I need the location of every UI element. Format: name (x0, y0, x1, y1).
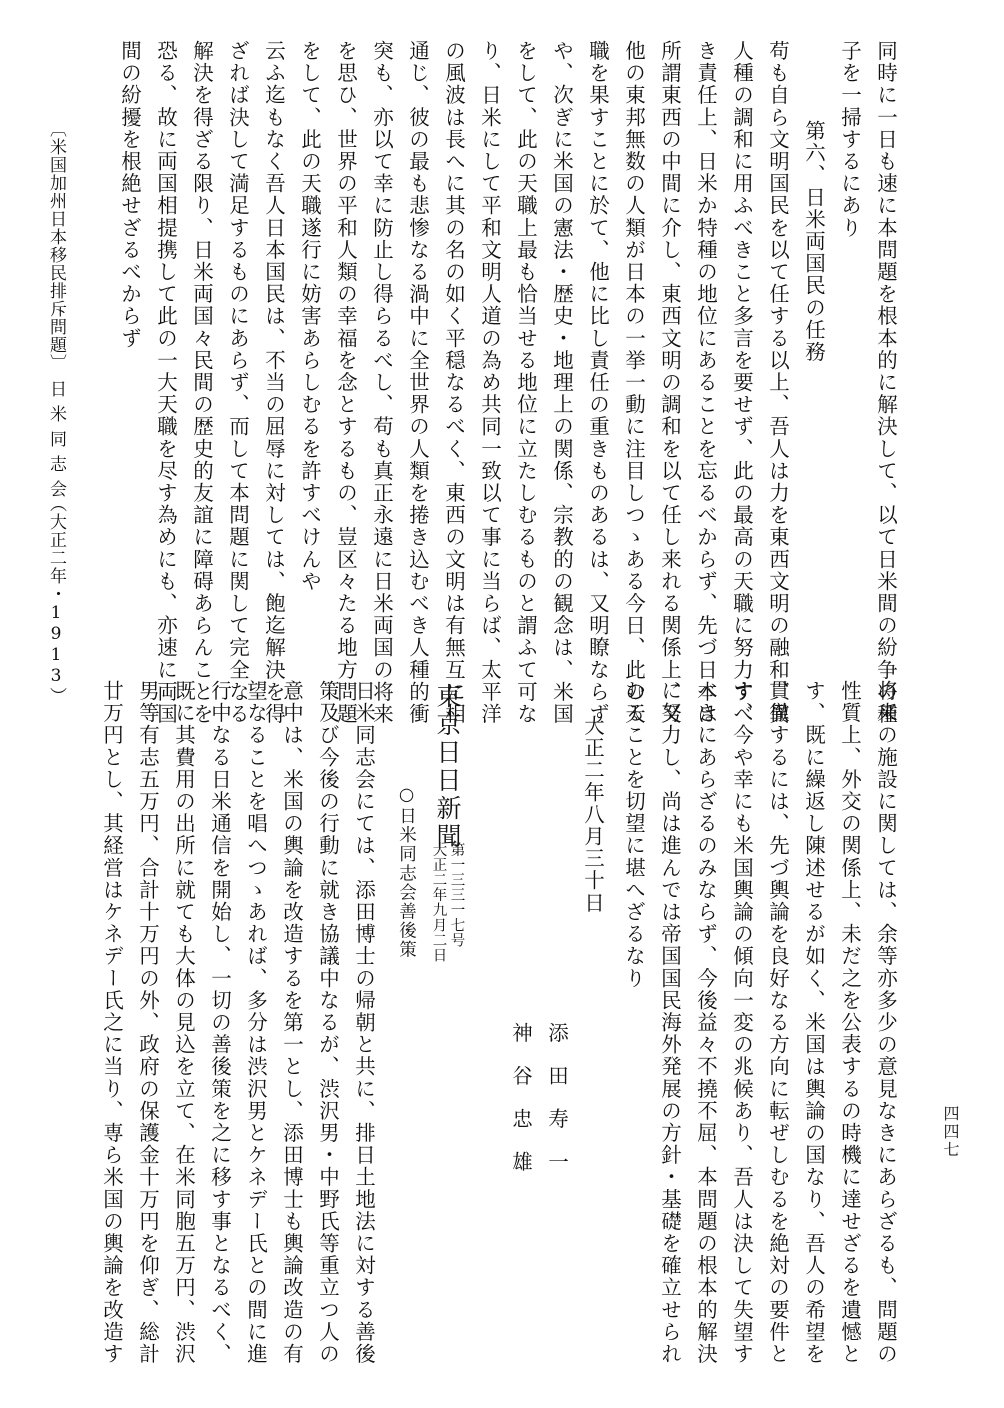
lower-right-col-1: 将来の施設に関しては、余等亦多少の意見なきにあらざるも、問題の (873, 680, 898, 1366)
upper-col-17: をして、此の天職遂行に妨害あらしむるを許すべけんや (297, 40, 322, 593)
page-number: 四四七 (941, 1105, 960, 1159)
lower-right-col-8: むることを切望に堪へざるなり (621, 680, 646, 990)
lower-left-col-3: 意中は、米国の輿論を改造するを第一とし、添田博士も輿論改造の有 (279, 680, 304, 1366)
lower-right-col-2: 性質上、外交の関係上、未だ之を公表するの時機に達せざるを遺憾と (837, 680, 862, 1366)
margin-year: （大正二年・1913） (46, 495, 66, 705)
newspaper-title: 東京日日新聞 (433, 683, 462, 851)
upper-col-13: の風波は長へに其の名の如く平穏なるべく、東西の文明は有無互に相 (441, 40, 466, 726)
upper-col-9: 職を果すことに於て、他に比し責任の重きものあるは、又明瞭ならず (585, 40, 610, 726)
margin-publisher: 日米同志会 (46, 380, 66, 505)
lower-right-col-7: に努力し、尚は進んでは帝国国民海外発展の方針・基礎を確立せられ (657, 680, 682, 1366)
lower-right-col-4: 貫徹するには、先づ輿論を良好なる方向に転ぜしむるを絶対の要件と (765, 680, 790, 1366)
lower-right-col-5: す、今や幸にも米国輿論の傾向一変の兆候あり、吾人は決して失望す (729, 680, 754, 1366)
lower-left-col-8: 廿万円とし、其経営はケネデー氏之に当り、専ら米国の輿論を改造す (99, 680, 124, 1366)
upper-col-21: 恐る、故に両国相提携して此の一大天職を尽す為めにも、亦速に両国 (153, 40, 178, 726)
signature-kamiya: 神 谷 忠 雄 (508, 1022, 533, 1173)
upper-col-2: 子を一掃するにあり (837, 40, 862, 239)
lower-right-col-3: す、既に繰返し陳述せるが如く、米国は輿論の国なり、吾人の希望を (801, 680, 826, 1366)
lower-left-col-5: 行中なる日米通信を開始し、一切の善後策を之に移す事となるべく、 (207, 680, 232, 1366)
upper-col-11: をして、此の天職上最も恰当せる地位に立たしむるものと謂ふて可な (513, 40, 538, 726)
upper-col-8: 他の東邦無数の人類が日本の一挙一動に注目しつゝある今日、此の天 (621, 40, 646, 726)
section-heading: 第六、日米両国民の任務 (801, 120, 826, 364)
upper-col-1: 同時に一日も速に本問題を根本的に解決して、以て日米間の紛争の種 (873, 40, 898, 726)
upper-col-15: 突も、亦以て幸に防止し得らるべし、苟も真正永遠に日米両国の将来 (369, 40, 394, 726)
lower-left-col-4: 望なることを唱へつゝあれば、多分は渋沢男とケネデー氏との間に進 (243, 680, 268, 1366)
lower-left-col-7: 男等有志五万円、合計十万円の外、政府の保護金十万円を仰ぎ、総計 (135, 680, 160, 1366)
upper-col-12: り、日米にして平和文明人道の為め共同一致以て事に当らば、太平洋 (477, 40, 502, 726)
lower-left-col-6: 既に其費用の出所に就ても大体の見込を立て、在米同胞五万円、渋沢 (171, 680, 196, 1366)
upper-col-5: 人種の調和に用ふべきこと多言を要せず、此の最高の天職に努力すべ (729, 40, 754, 726)
lower-left-col-1: 日米同志会にては、添田博士の帰朝と共に、排日土地法に対する善後 (351, 680, 376, 1366)
lower-right-col-6: べきにあらざるのみならず、今後益々不撓不屈、本問題の根本的解決 (693, 680, 718, 1366)
upper-col-22: 間の紛擾を根絶せざるべからず (117, 40, 142, 350)
upper-col-18: 云ふ迄もなく吾人日本国民は、不当の屈辱に対しては、飽迄解決を得 (261, 40, 286, 726)
margin-section-title: 〔米国加州日本移民排斥問題〕 (46, 120, 66, 372)
signature-soeda: 添 田 寿 一 (544, 1022, 569, 1173)
newspaper-issue-number: 第一三三一七号 (448, 842, 465, 948)
upper-col-6: き責任上、日米か特種の地位にあることを忘るべからず、先づ日本は (693, 40, 718, 726)
upper-col-16: を思ひ、世界の平和人類の幸福を念とするもの、豈区々たる地方問題 (333, 40, 358, 726)
upper-col-10: や、次ぎに米国の憲法・歴史・地理上の関係、宗教的の観念は、米国 (549, 40, 574, 726)
upper-col-7: 所謂東西の中間に介し、東西文明の調和を以て任し来れる関係上、又 (657, 40, 682, 726)
date-line: 大正二年八月三十日 (580, 715, 605, 914)
upper-col-14: 通じ、彼の最も悲惨なる渦中に全世界の人類を捲き込むべき人種的衝 (405, 40, 430, 726)
article-headline: ○日米同志会善後策 (396, 785, 417, 960)
upper-col-4: 苟も自ら文明国民を以て任する以上、吾人は力を東西文明の融和、異 (765, 40, 790, 726)
upper-col-20: 解決を得ざる限り、日米両国々民間の歴史的友誼に障碍あらんことを (189, 40, 214, 726)
newspaper-issue-date: 大正二年九月二日 (430, 842, 447, 963)
upper-col-19: ざれば決して満足するものにあらず、而して本問題に関して完全なる (225, 40, 250, 726)
lower-left-col-2: 策及び今後の行動に就き協議中なるが、渋沢男・中野氏等重立つ人の (315, 680, 340, 1366)
